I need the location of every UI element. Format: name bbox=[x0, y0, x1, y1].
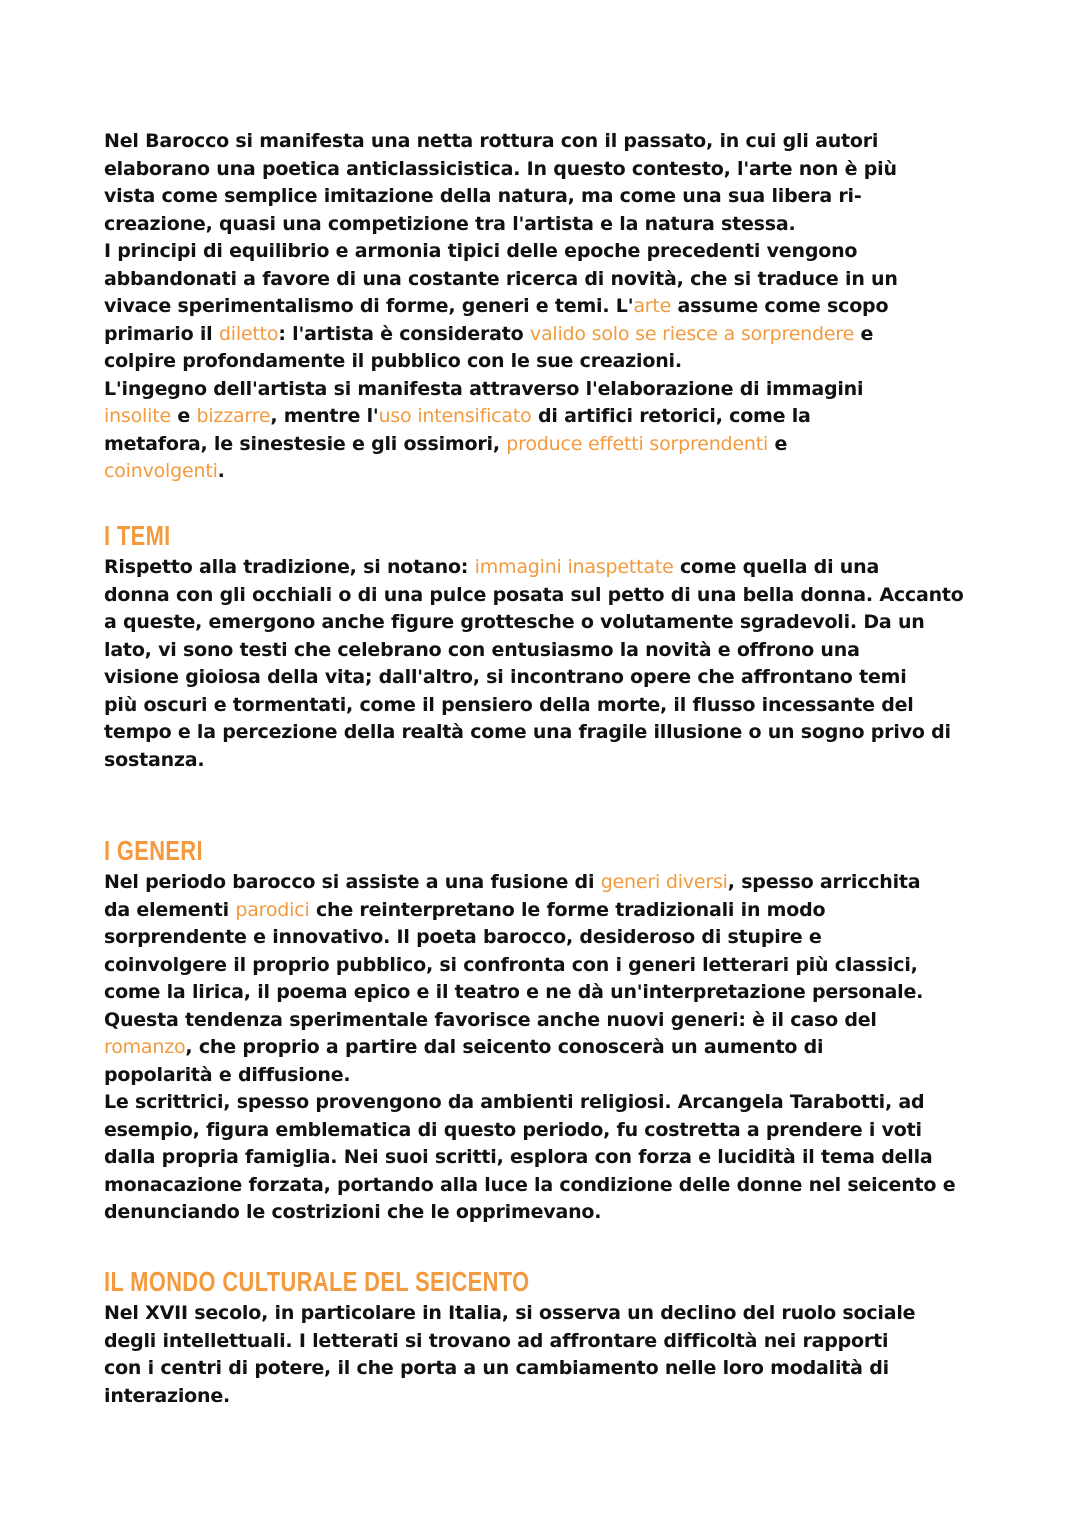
text-segment: : l'artista è considerato bbox=[278, 322, 530, 345]
text-segment: elaborano una poetica anticlassicistica. In questo contesto, l'arte non è più bbox=[104, 157, 897, 180]
text-segment: esempio, figura emblematica di questo periodo, fu costretta a prendere i voti bbox=[104, 1118, 922, 1141]
text-segment: con i centri di potere, il che porta a un cambiamento nelle loro modalità di bbox=[104, 1357, 889, 1379]
text-line bbox=[104, 747, 984, 775]
section-mondo bbox=[104, 1264, 984, 1410]
text-line bbox=[104, 1062, 984, 1090]
text-line bbox=[104, 582, 984, 610]
text-line bbox=[104, 979, 984, 1007]
highlighted-term: bizzarre bbox=[196, 405, 271, 427]
text-segment: a queste, emergono anche figure grottesche o volutamente sgradevoli. Da un bbox=[104, 611, 925, 633]
text-line bbox=[104, 211, 984, 239]
text-segment: che reinterpretano le forme tradizionali in modo bbox=[309, 898, 826, 921]
text-line bbox=[104, 293, 984, 321]
text-segment: dalla propria famiglia. Nei suoi scritti, esplora con forza e lucidità il tema della bbox=[104, 1146, 933, 1168]
text-segment: sorprendente e innovativo. Il poeta barocco, desideroso di stupire e bbox=[104, 926, 822, 948]
section-temi bbox=[104, 518, 984, 774]
text-segment: denunciando le costrizioni che le opprimevano. bbox=[104, 1201, 602, 1223]
text-segment: creazione, quasi una competizione tra l'artista e la natura stessa. bbox=[104, 212, 796, 235]
text-segment: L'ingegno dell'artista si manifesta attraverso l'elaborazione di immagini bbox=[104, 377, 864, 400]
text-segment: e bbox=[170, 405, 197, 427]
text-line bbox=[104, 431, 984, 459]
text-segment: assume come scopo bbox=[671, 295, 889, 317]
section-generi bbox=[104, 833, 984, 1227]
highlighted-term: immagini inaspettate bbox=[474, 556, 674, 578]
text-line bbox=[104, 1117, 984, 1145]
text-segment: I principi di equilibrio e armonia tipici delle epoche precedenti vengono bbox=[104, 240, 858, 262]
highlighted-term: valido solo se riesce a sorprendere bbox=[529, 322, 855, 345]
text-segment: come quella di una bbox=[673, 556, 880, 578]
text-line bbox=[104, 1007, 984, 1035]
text-line bbox=[104, 1355, 984, 1383]
text-segment: , mentre l' bbox=[270, 405, 379, 427]
text-segment: e bbox=[854, 322, 874, 345]
highlighted-term: insolite bbox=[104, 405, 171, 427]
text-segment: sostanza. bbox=[104, 748, 205, 771]
highlighted-term: arte bbox=[633, 295, 672, 317]
text-line bbox=[104, 1172, 984, 1200]
text-line bbox=[104, 869, 984, 897]
text-line bbox=[104, 1034, 984, 1062]
text-segment: Nel periodo barocco si assiste a una fusione di bbox=[104, 871, 601, 893]
text-line bbox=[104, 266, 984, 294]
text-line bbox=[104, 1383, 984, 1411]
text-segment: colpire profondamente il pubblico con le sue creazioni. bbox=[104, 350, 682, 372]
text-line bbox=[104, 924, 984, 952]
text-segment: e bbox=[768, 432, 788, 455]
text-line bbox=[104, 1089, 984, 1117]
text-line bbox=[104, 692, 984, 720]
text-segment: Questa tendenza sperimentale favorisce anche nuovi generi: è il caso del bbox=[104, 1008, 877, 1031]
text-segment: degli intellettuali. I letterati si trovano ad affrontare difficoltà nei rapporti bbox=[104, 1329, 889, 1352]
text-segment: monacazione forzata, portando alla luce la condizione delle donne nel seicento e bbox=[104, 1173, 956, 1196]
section-heading: I TEMI bbox=[104, 520, 171, 551]
text-line bbox=[104, 458, 984, 486]
text-line bbox=[104, 348, 984, 376]
text-line bbox=[104, 719, 984, 747]
section-heading: I GENERI bbox=[104, 835, 203, 866]
highlighted-term: produce effetti sorprendenti bbox=[506, 432, 769, 455]
text-segment: lato, vi sono testi che celebrano con entusiasmo la novità e offrono una bbox=[104, 638, 860, 661]
highlighted-term: parodici bbox=[235, 898, 310, 921]
text-line bbox=[104, 376, 984, 404]
text-segment: Nel Barocco si manifesta una netta rottura con il passato, in cui gli autori bbox=[104, 130, 879, 152]
text-segment: da elementi bbox=[104, 898, 236, 921]
text-segment: di artifici retorici, come la bbox=[531, 405, 811, 427]
text-segment: più oscuri e tormentati, come il pensiero della morte, il flusso incessante del bbox=[104, 693, 914, 716]
text-segment: primario il bbox=[104, 322, 219, 345]
section-intro bbox=[104, 128, 984, 486]
text-segment: , spesso arricchita bbox=[727, 871, 921, 893]
text-line bbox=[104, 1300, 984, 1328]
text-segment: Rispetto alla tradizione, si notano: bbox=[104, 556, 475, 578]
highlighted-term: uso intensificato bbox=[378, 405, 532, 427]
text-segment: coinvolgere il proprio pubblico, si confronta con i generi letterari più classici, bbox=[104, 953, 918, 976]
text-line bbox=[104, 156, 984, 184]
text-segment: interazione. bbox=[104, 1384, 231, 1407]
highlighted-term: diletto bbox=[218, 322, 279, 345]
text-line bbox=[104, 1144, 984, 1172]
text-segment: Nel XVII secolo, in particolare in Italia, si osserva un declino del ruolo sociale bbox=[104, 1302, 916, 1324]
text-line bbox=[104, 609, 984, 637]
text-segment: , che proprio a partire dal seicento conoscerà un aumento di bbox=[185, 1036, 824, 1058]
text-line bbox=[104, 403, 984, 431]
section-heading: IL MONDO CULTURALE DEL SEICENTO bbox=[104, 1266, 530, 1297]
highlighted-term: generi diversi bbox=[600, 871, 728, 893]
text-segment: abbandonati a favore di una costante ricerca di novità, che si traduce in un bbox=[104, 267, 898, 290]
text-line bbox=[104, 897, 984, 925]
text-segment: vivace sperimentalismo di forme, generi e temi. L' bbox=[104, 295, 634, 317]
text-line bbox=[104, 1199, 984, 1227]
text-segment: Le scrittrici, spesso provengono da ambienti religiosi. Arcangela Tarabotti, ad bbox=[104, 1091, 925, 1113]
text-line bbox=[104, 128, 984, 156]
highlighted-term: romanzo bbox=[104, 1036, 186, 1058]
text-line bbox=[104, 321, 984, 349]
text-line bbox=[104, 238, 984, 266]
text-line bbox=[104, 952, 984, 980]
text-line bbox=[104, 1328, 984, 1356]
text-segment: visione gioiosa della vita; dall'altro, si incontrano opere che affrontano temi bbox=[104, 666, 907, 688]
text-line bbox=[104, 554, 984, 582]
text-line bbox=[104, 637, 984, 665]
text-line bbox=[104, 664, 984, 692]
text-segment: popolarità e diffusione. bbox=[104, 1063, 351, 1086]
text-segment: metafora, le sinestesie e gli ossimori, bbox=[104, 432, 507, 455]
text-segment: tempo e la percezione della realtà come una fragile illusione o un sogno privo di bbox=[104, 721, 951, 743]
text-segment: . bbox=[217, 460, 225, 482]
text-line bbox=[104, 183, 984, 211]
highlighted-term: coinvolgenti bbox=[104, 460, 218, 482]
text-segment: vista come semplice imitazione della natura, ma come una sua libera ri- bbox=[104, 185, 862, 207]
text-segment: donna con gli occhiali o di una pulce posata sul petto di una bella donna. Accanto bbox=[104, 583, 964, 606]
text-segment: come la lirica, il poema epico e il teatro e ne dà un'interpretazione personale. bbox=[104, 981, 924, 1003]
